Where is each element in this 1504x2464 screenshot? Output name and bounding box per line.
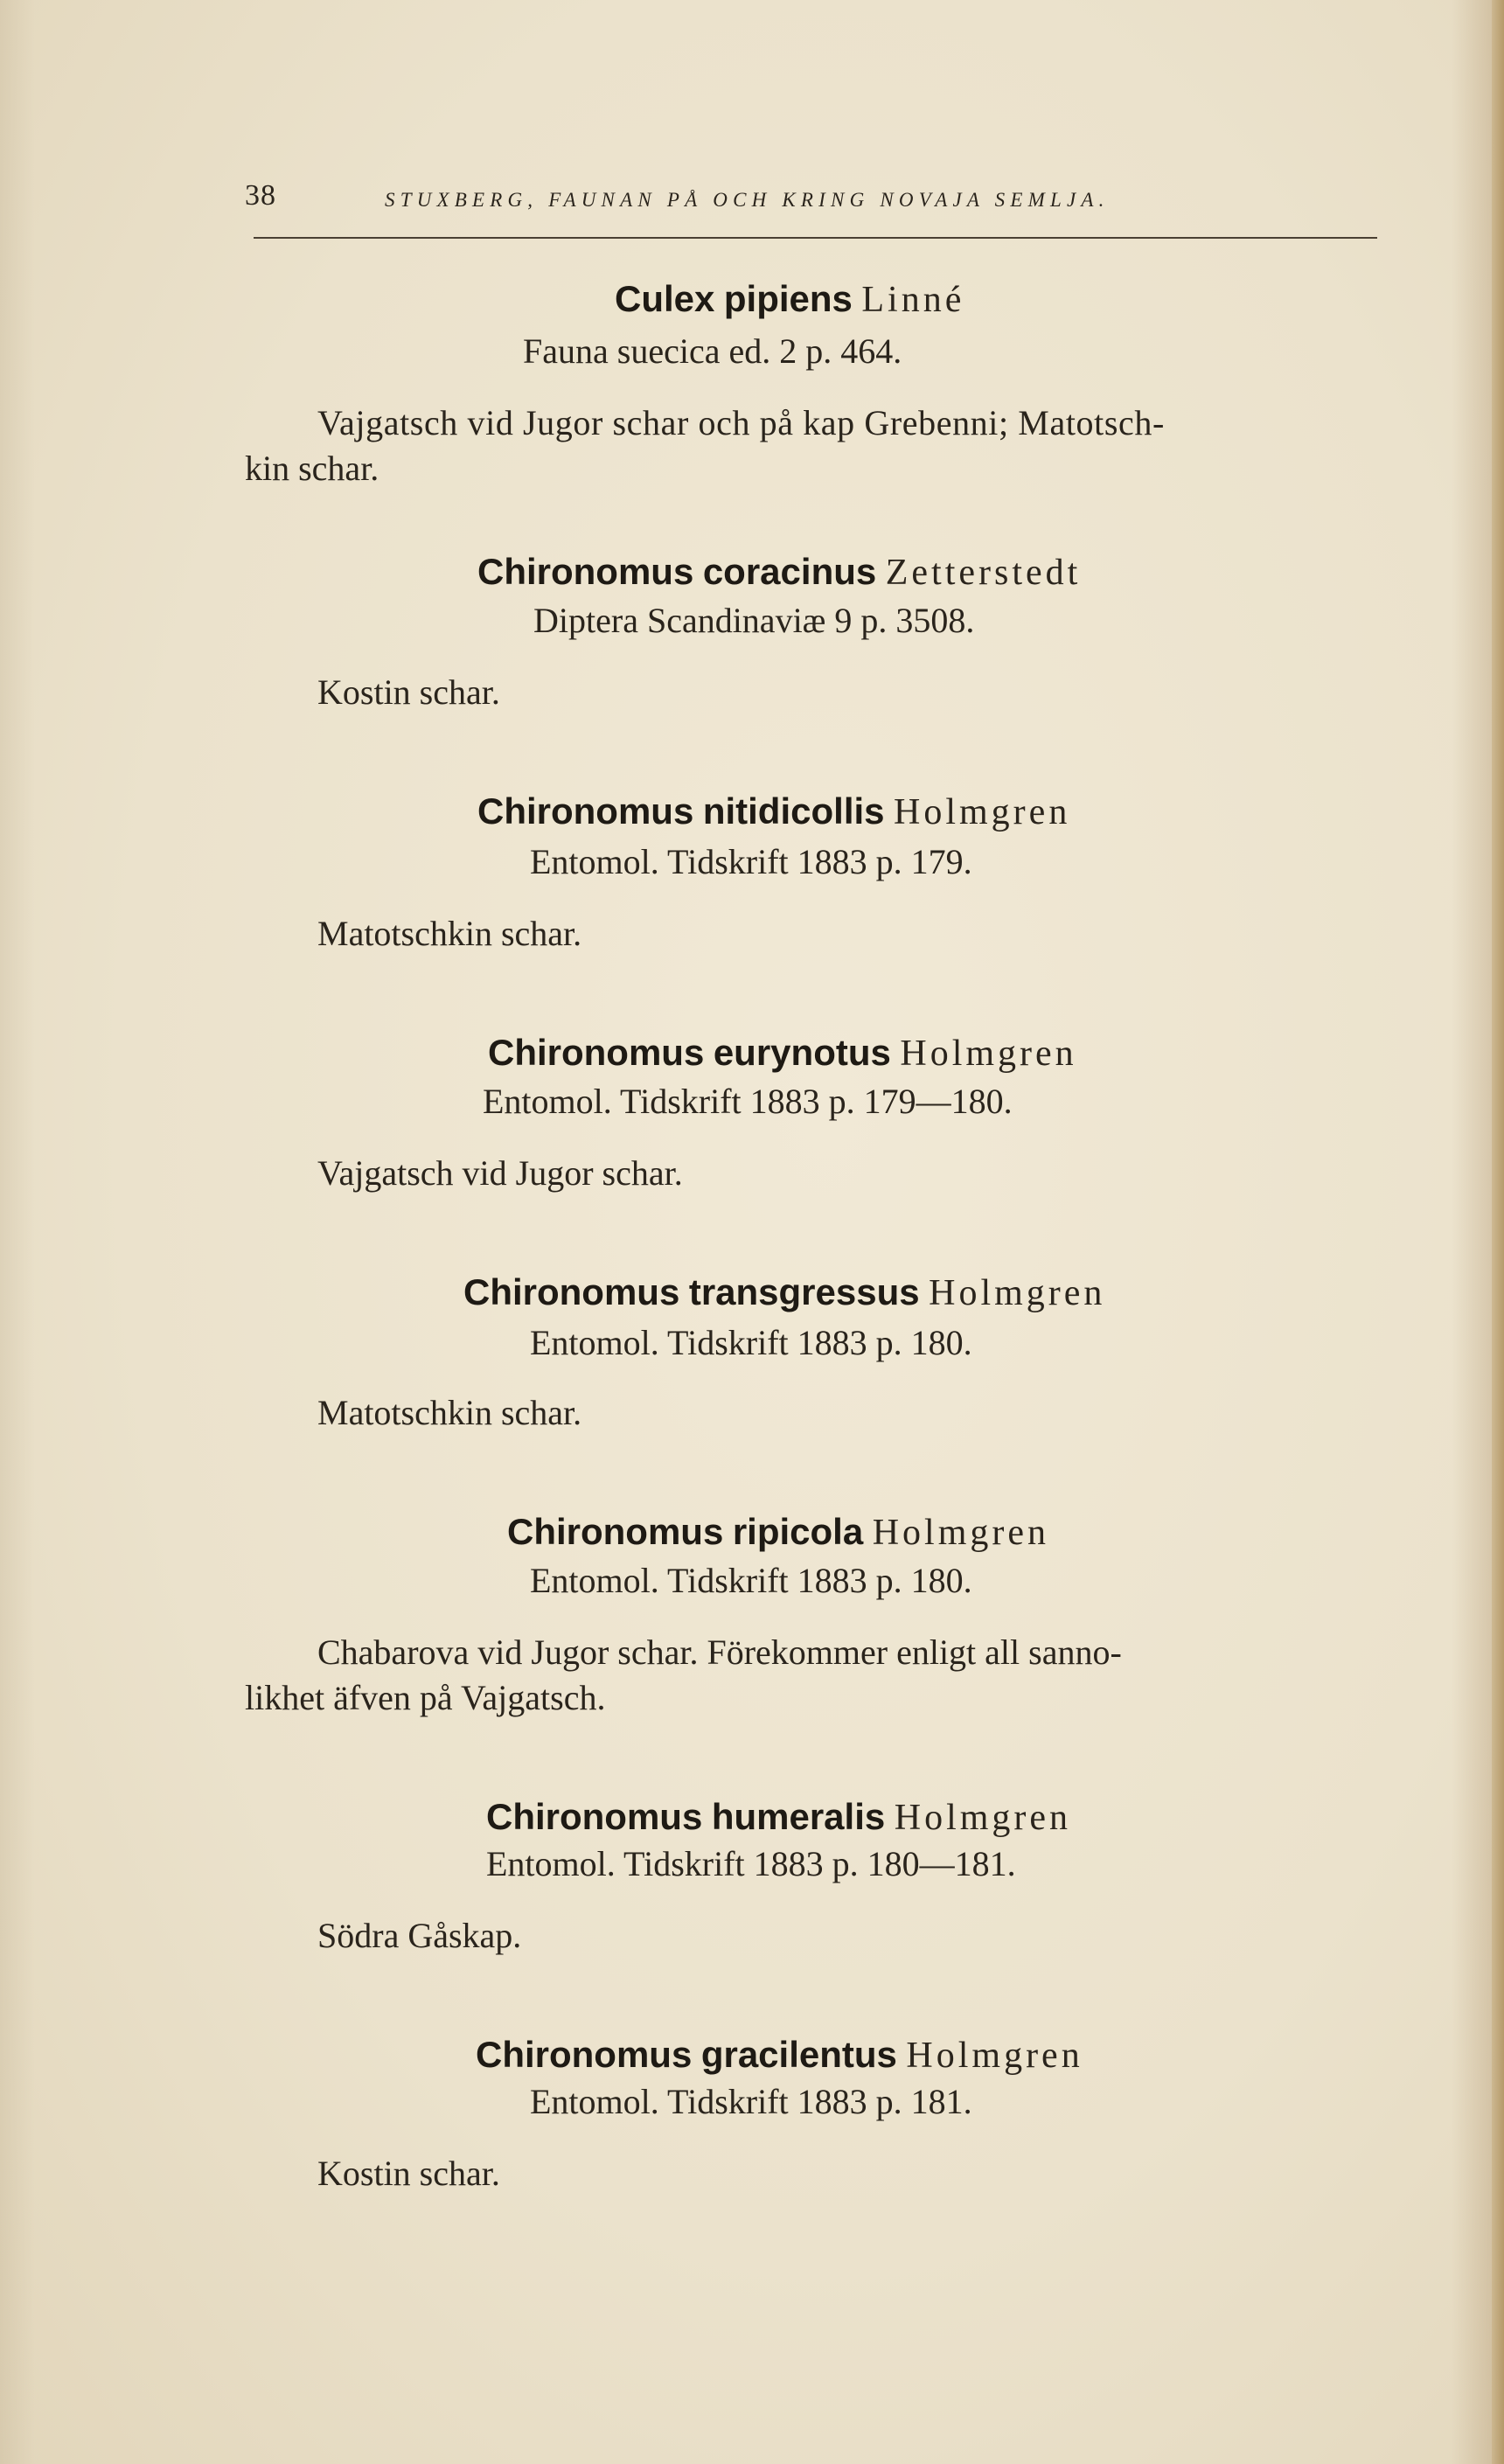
genus-name: Culex [615, 278, 715, 319]
author-name: Holmgren [929, 1273, 1106, 1313]
page-number: 38 [245, 179, 276, 212]
locality-line: kin schar. [245, 449, 379, 488]
locality-line: Matotschkin schar. [317, 914, 582, 953]
locality-line: Vajgatsch vid Jugor schar och på kap Grebenni; Matotsch- [317, 403, 1165, 442]
genus-name: Chironomus [463, 1271, 680, 1312]
reference: Diptera Scandinaviæ 9 p. 3508. [533, 601, 975, 640]
locality-line: Vajgatsch vid Jugor schar. [317, 1153, 683, 1193]
species-name: pipiens [723, 278, 853, 319]
species-name: humeralis [711, 1796, 886, 1837]
genus-name: Chironomus [477, 790, 694, 832]
reference: Entomol. Tidskrift 1883 p. 180—181. [486, 1844, 1016, 1883]
author-name: Holmgren [894, 1798, 1072, 1838]
species-heading [488, 1032, 1077, 1075]
reference: Entomol. Tidskrift 1883 p. 179—180. [483, 1082, 1013, 1121]
author-name: Linné [861, 280, 965, 320]
species-name: ripicola [732, 1511, 864, 1552]
genus-name: Chironomus [488, 1032, 705, 1073]
reference: Entomol. Tidskrift 1883 p. 180. [530, 1323, 972, 1362]
locality-line: Södra Gåskap. [317, 1916, 522, 1955]
species-name: eurynotus [713, 1032, 891, 1073]
species-heading [477, 551, 1081, 594]
species-heading [615, 278, 964, 321]
locality-line: Kostin schar. [317, 2154, 500, 2193]
species-heading [507, 1511, 1049, 1554]
page-edge [1492, 0, 1504, 2464]
genus-name: Chironomus [476, 2034, 693, 2075]
running-head: STUXBERG, FAUNAN PÅ OCH KRING NOVAJA SEMLJA. [385, 189, 1110, 211]
species-name: gracilentus [700, 2034, 897, 2075]
author-name: Zetterstedt [885, 553, 1082, 593]
author-name: Holmgren [894, 792, 1071, 832]
genus-name: Chironomus [486, 1796, 703, 1837]
reference: Fauna suecica ed. 2 p. 464. [523, 331, 902, 371]
author-name: Holmgren [906, 2036, 1083, 2076]
species-name: coracinus [702, 551, 877, 592]
species-name: transgressus [688, 1271, 920, 1312]
genus-name: Chironomus [507, 1511, 724, 1552]
species-name: nitidicollis [702, 790, 885, 832]
species-heading [486, 1796, 1071, 1839]
author-name: Holmgren [900, 1034, 1077, 1074]
header-rule [254, 237, 1377, 239]
genus-name: Chironomus [477, 551, 694, 592]
author-name: Holmgren [872, 1513, 1050, 1553]
reference: Entomol. Tidskrift 1883 p. 179. [530, 842, 972, 881]
locality-line: Kostin schar. [317, 672, 500, 712]
species-heading [463, 1271, 1105, 1314]
locality-line: Matotschkin schar. [317, 1393, 582, 1432]
reference: Entomol. Tidskrift 1883 p. 181. [530, 2082, 972, 2121]
locality-line: Chabarova vid Jugor schar. Förekommer enligt all sanno- [317, 1632, 1122, 1672]
reference: Entomol. Tidskrift 1883 p. 180. [530, 1561, 972, 1600]
locality-line: likhet äfven på Vajgatsch. [245, 1678, 606, 1717]
species-heading [477, 790, 1070, 833]
species-heading [476, 2034, 1083, 2077]
